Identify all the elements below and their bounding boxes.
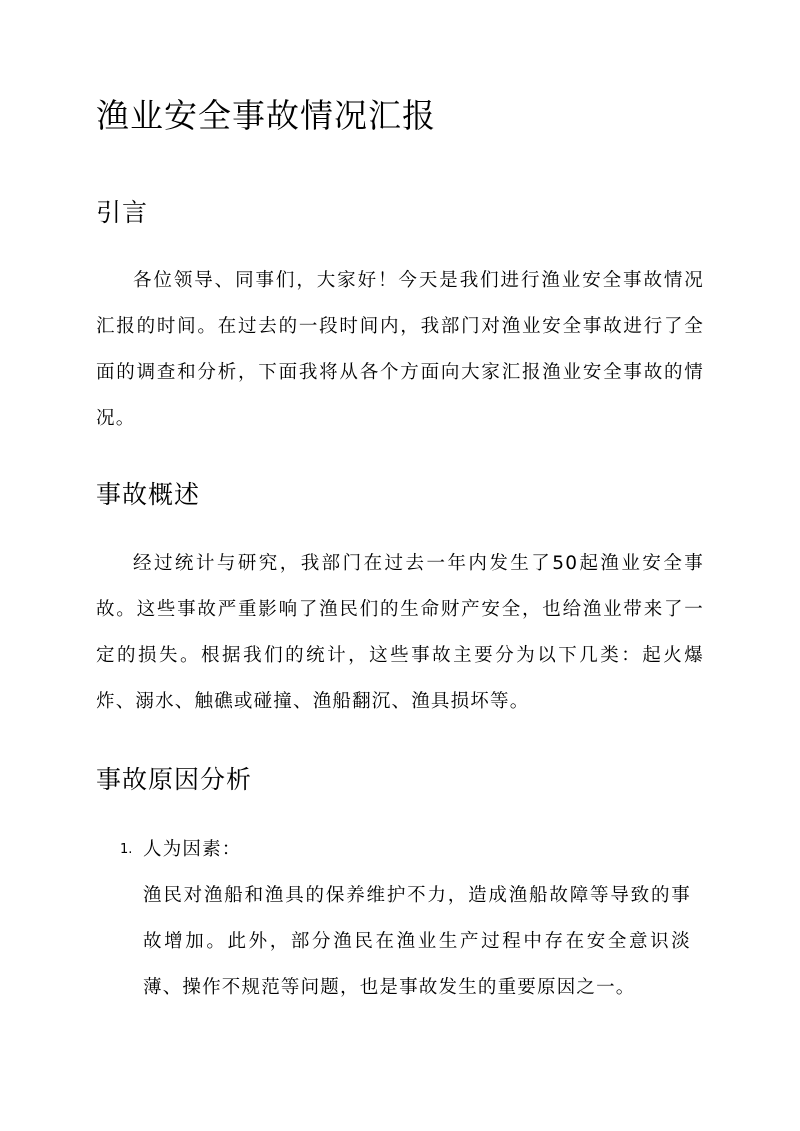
accident-overview-paragraph: 经过统计与研究，我部门在过去一年内发生了50起渔业安全事故。这些事故严重影响了渔民们的生命财产安全，也给渔业带来了一定的损失。根据我们的统计，这些事故主要分为以下几类：起火爆炸、溺水、触礁或碰撞、渔船翻沉、渔具损坏等。 [96, 553, 704, 712]
list-item-body: 渔民对渔船和渔具的保养维护不力，造成渔船故障等导致的事故增加。此外，部分渔民在渔业生产过程中存在安全意识淡薄、操作不规范等问题，也是事故发生的重要原因之一。 [143, 885, 691, 998]
list-item-title: 人为因素： [143, 839, 242, 860]
section-heading-accident-overview: 事故概述 [96, 480, 201, 509]
section-heading-cause-analysis: 事故原因分析 [96, 765, 253, 794]
section-heading-introduction: 引言 [96, 198, 149, 227]
document-title: 渔业安全事故情况汇报 [96, 96, 436, 135]
introduction-paragraph: 各位领导、同事们，大家好！今天是我们进行渔业安全事故情况汇报的时间。在过去的一段时间内，我部门对渔业安全事故进行了全面的调查和分析，下面我将从各个方面向大家汇报渔业安全事故的情况。 [96, 270, 704, 429]
list-item-marker: 1. [120, 842, 133, 857]
